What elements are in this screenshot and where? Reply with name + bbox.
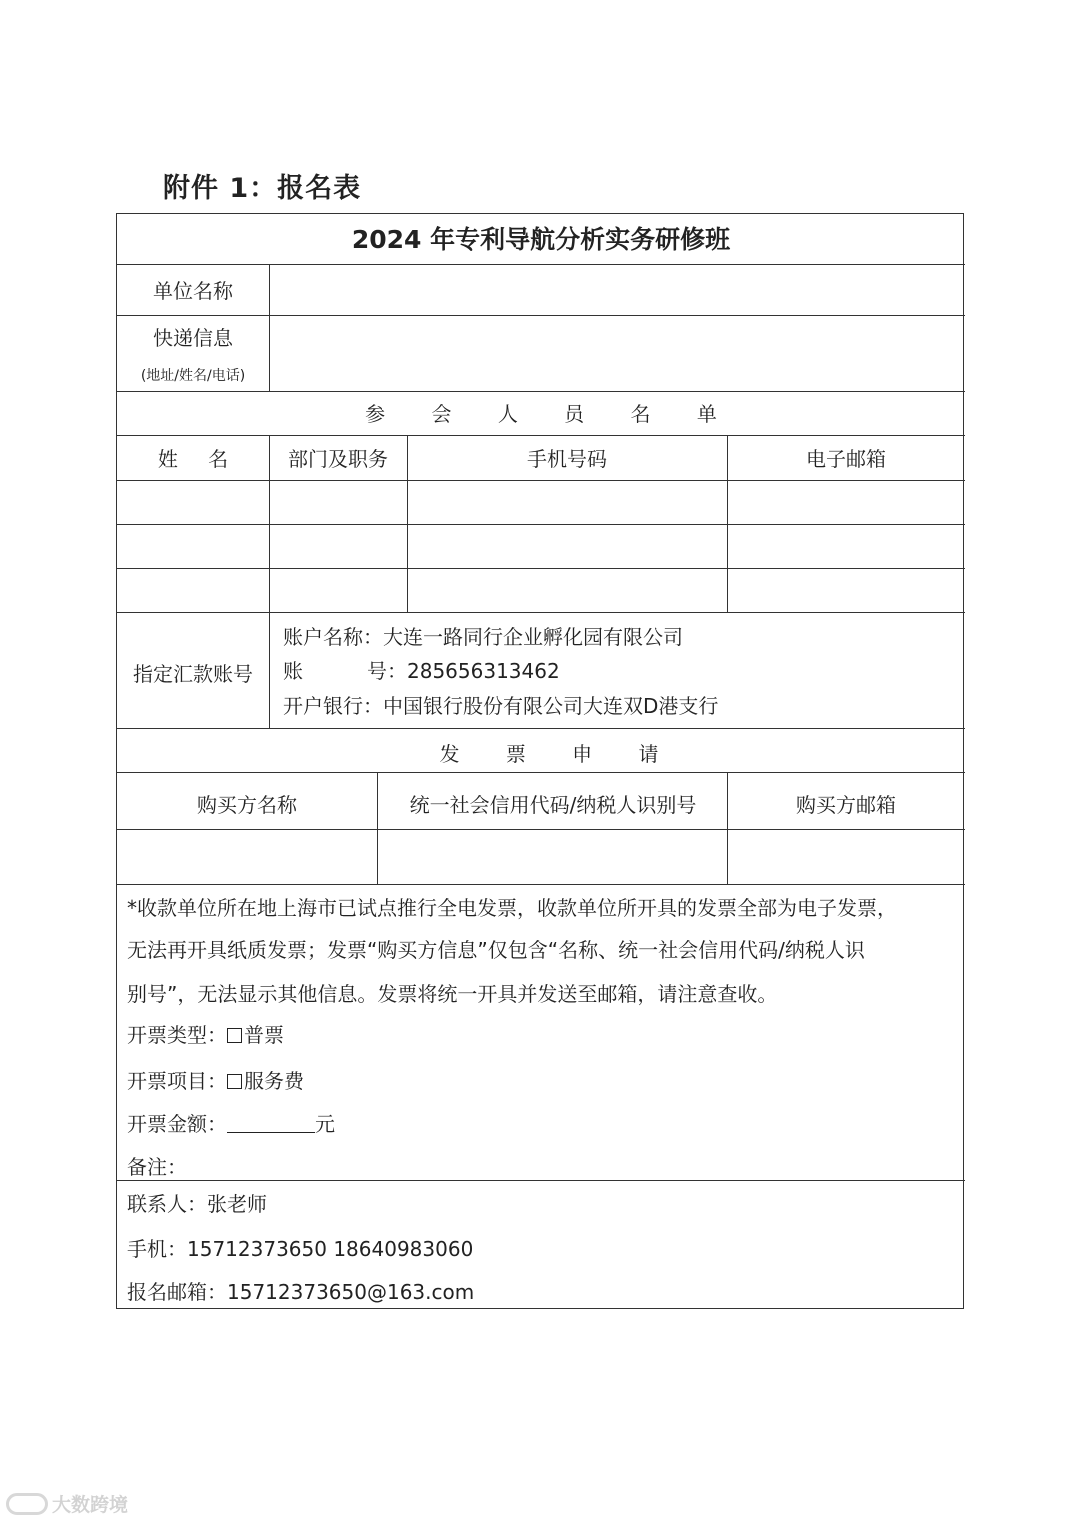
watermark	[6, 1490, 128, 1517]
notice-line-1: *收款单位所在地上海市已试点推行全电发票，收款单位所开具的发票全部为电子发票，	[127, 896, 897, 920]
col-tax-id: 统一社会信用代码/纳税人识别号	[409, 793, 697, 817]
remit-account-name: 账户名称：大连一路同行企业孵化园有限公司	[283, 625, 683, 649]
express-info-label: 快递信息	[153, 326, 233, 350]
invoice-row[interactable]	[117, 830, 964, 883]
attendees-header: 参 会 人 员 名 单	[365, 402, 737, 426]
remit-bank: 开户银行：中国银行股份有限公司大连双D港支行	[283, 694, 719, 718]
notice-line-2: 无法再开具纸质发票；发票“购买方信息”仅包含“名称、统一社会信用代码/纳税人识	[127, 938, 865, 962]
invoice-type-checkbox[interactable]	[227, 1028, 242, 1043]
remit-label: 指定汇款账号	[133, 662, 253, 686]
invoice-amount-label: 开票金额：	[127, 1112, 227, 1136]
unit-name-field[interactable]	[270, 265, 964, 314]
col-email: 电子邮箱	[806, 447, 886, 471]
col-buyer-name: 购买方名称	[197, 793, 297, 817]
invoice-item	[127, 1071, 304, 1091]
col-buyer-email: 购买方邮箱	[796, 793, 896, 817]
form-title: 2024 年专利导航分析实务研修班	[351, 225, 731, 254]
invoice-amount-field[interactable]	[227, 1114, 315, 1133]
attendee-row[interactable]	[117, 525, 964, 567]
invoice-item-label: 开票项目：	[127, 1069, 227, 1093]
attendee-row[interactable]	[117, 481, 964, 523]
invoice-item-value: 服务费	[244, 1069, 304, 1093]
contact-person: 联系人：张老师	[127, 1192, 267, 1216]
col-name: 姓 名	[157, 447, 241, 471]
page-heading: 附件 1：报名表	[163, 173, 362, 204]
watermark-text: 大数跨境	[52, 1494, 129, 1516]
registration-form	[116, 213, 964, 1309]
express-info-sublabel: (地址/姓名/电话)	[140, 368, 246, 384]
express-info-field[interactable]	[270, 316, 964, 390]
unit-name-label: 单位名称	[153, 279, 233, 303]
contact-email: 报名邮箱：15712373650@163.com	[127, 1280, 475, 1304]
remit-account-no: 号：285656313462	[367, 659, 560, 683]
remark-label: 备注：	[127, 1155, 187, 1179]
col-phone: 手机号码	[527, 447, 607, 471]
invoice-amount-unit: 元	[315, 1112, 335, 1136]
invoice-type-label: 开票类型：	[127, 1023, 227, 1047]
invoice-type-value: 普票	[244, 1023, 284, 1047]
contact-phone: 手机：15712373650 18640983060	[127, 1237, 474, 1261]
notice-line-3: 别号”，无法显示其他信息。发票将统一开具并发送至邮箱，请注意查收。	[127, 982, 778, 1006]
remit-account-no-label: 账	[283, 659, 303, 683]
invoice-header: 发 票 申 请	[439, 742, 679, 766]
col-dept: 部门及职务	[288, 447, 388, 471]
attendee-row[interactable]	[117, 569, 964, 611]
invoice-amount	[127, 1114, 335, 1134]
invoice-item-checkbox[interactable]	[227, 1074, 242, 1089]
invoice-type	[127, 1025, 284, 1045]
watermark-logo-icon	[6, 1493, 48, 1515]
